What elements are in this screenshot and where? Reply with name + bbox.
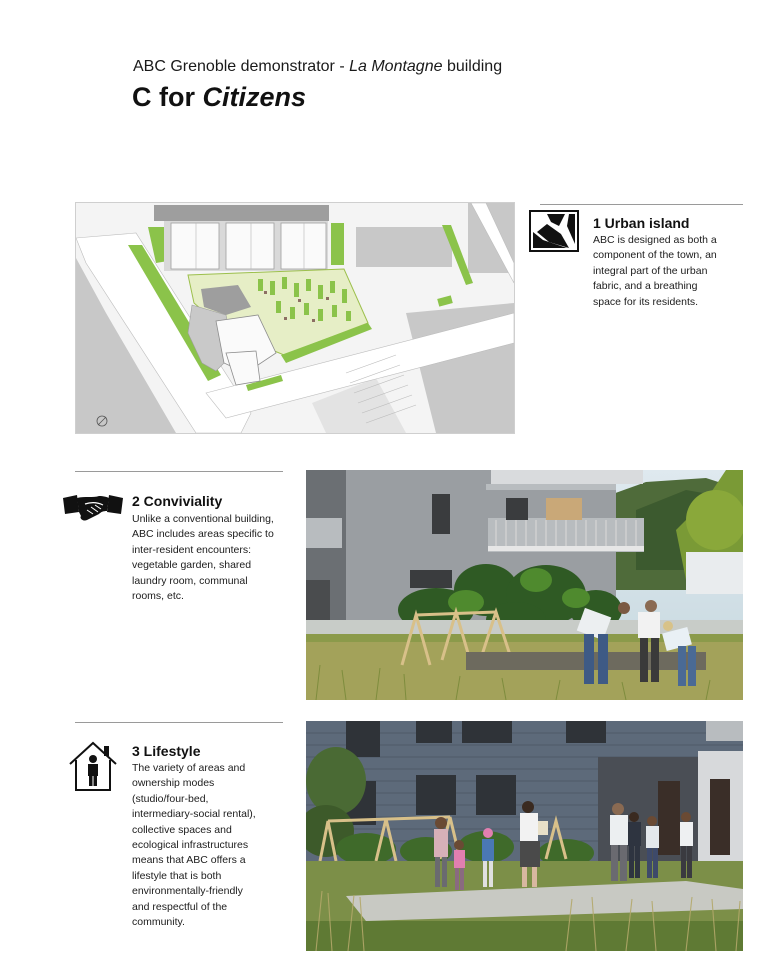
section-1-line: space for its residents. <box>593 295 699 308</box>
urban-island-icon <box>529 210 579 252</box>
section-3-line: and respectful of the <box>132 900 228 913</box>
section-1-line: fabric, and a breathing <box>593 280 698 293</box>
document-subtitle <box>133 58 502 76</box>
section-3-line: ownership modes <box>132 777 215 790</box>
subtitle-suffix: building <box>442 58 503 75</box>
section-3-line: intermediary-social rental), <box>132 808 256 821</box>
section-2-line: ABC includes areas specific to <box>132 528 274 541</box>
section-3-line: (studio/four-bed, <box>132 792 209 805</box>
section-2-line: inter-resident encounters: <box>132 543 252 556</box>
section-3-title: 3 Lifestyle <box>132 743 201 759</box>
section-2-body <box>132 512 292 604</box>
section-1-line: integral part of the urban <box>593 264 708 277</box>
section-1-line: component of the town, an <box>593 249 717 262</box>
subtitle-building-name: La Montagne <box>349 58 443 75</box>
section-3-line: The variety of areas and <box>132 762 246 774</box>
lifestyle-rendering-image <box>306 721 743 951</box>
garden-rendering-image <box>306 470 743 700</box>
section-3-line: ecological infrastructures <box>132 839 249 852</box>
section-3-line: collective spaces and <box>132 823 232 836</box>
section-1-divider <box>540 204 743 205</box>
section-2-line: vegetable garden, shared <box>132 559 252 572</box>
title-italic: Citizens <box>202 82 307 112</box>
section-1-line: ABC is designed as both a <box>593 234 717 246</box>
title-prefix: C for <box>132 82 203 112</box>
section-3-divider <box>75 722 283 723</box>
section-3-body <box>132 761 292 930</box>
section-3-line: community. <box>132 916 185 929</box>
house-person-icon <box>68 740 118 792</box>
section-2-line: rooms, etc. <box>132 590 184 603</box>
section-2-title: 2 Conviviality <box>132 493 223 509</box>
section-1-body <box>593 233 743 310</box>
section-2-line: Unlike a conventional building, <box>132 513 274 525</box>
section-3-line: means that ABC offers a <box>132 854 246 867</box>
section-3-line: lifestyle that is both <box>132 869 222 882</box>
site-plan-image <box>75 202 515 434</box>
document-title <box>132 82 306 113</box>
subtitle-prefix: ABC Grenoble demonstrator - <box>133 58 350 75</box>
section-1-title: 1 Urban island <box>593 215 690 231</box>
section-2-line: laundry room, communal <box>132 574 248 587</box>
handshake-icon <box>63 492 123 524</box>
section-2-divider <box>75 471 283 472</box>
section-3-line: environmentally-friendly <box>132 885 243 898</box>
